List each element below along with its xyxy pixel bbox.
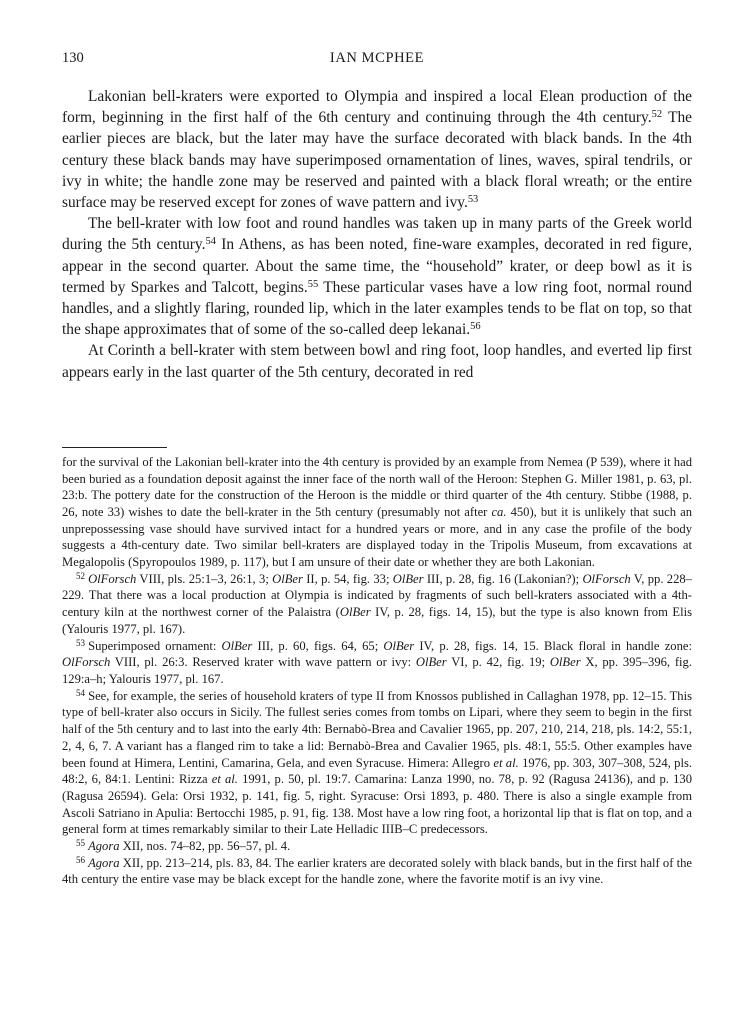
running-header <box>62 50 692 72</box>
main-text <box>62 86 692 383</box>
paragraph-corinth: At Corinth a bell-krater with stem between bowl and ring foot, loop handles, and everted lip first appears early in the last quarter of the 5th century, decorated in red <box>62 342 692 381</box>
footnote-ref-55[interactable]: 55 <box>307 278 319 290</box>
footnote-55: $^{55}$ Agora XII, nos. 74–82, pp. 56–57, pl. 4. <box>76 837 291 854</box>
footnote-ref-52[interactable]: 52 <box>651 108 663 120</box>
paragraph-low-foot: The bell-krater with low foot and round handles was taken up in many parts of the Greek world during the 5th century.$^{54}$ In Athens, as has been noted, fine-ware examples, decorated in red figure, appear in the second quarter. About the same time, the “household” krater, or deep bowl as it is termed by Sparkes and Talcott, begins.$^{55}$ These particular vases have a low ring foot, normal round handles, and a slightly flaring, rounded lip, which in the later examples tends to be flat on top, so that the shape approximates that of some of the so-called deep lekanai.$^{56}$ <box>62 215 693 339</box>
footnote-ref-54[interactable]: 54 <box>205 236 216 248</box>
running-head-author: IAN MCPHEE <box>329 50 425 66</box>
footnote-52: $^{52}$ OlForsch VIII, pls. 25:1–3, 26:1, 3; OlBer II, p. 54, fig. 33; OlBer III, p. 28, fig. 16 (Lakonian?); OlForsch V, pp. 228–229. That there was a local production at Olympia is indicated by fragments of such bell-kraters associated with a 4th-century kiln at the northwest corner of the Palaistra (OlBer IV, p. 28, figs. 14, 15), but the type is also known from Elis (Yalouris 1977, pl. 167). <box>62 570 692 636</box>
footnote-56: $^{56}$ Agora XII, pp. 213–214, pls. 83, 84. The earlier kraters are decorated solely with black bands, but in the first half of the 4th century the entire vase may be black except for the handle zone, where the favorite motif is an ivy vine. <box>62 854 692 887</box>
footnote-53: $^{53}$ Superimposed ornament: OlBer III, p. 60, figs. 64, 65; OlBer IV, p. 28, figs. 14, 15. Black floral in handle zone: OlForsch VIII, pl. 26:3. Reserved krater with wave pattern or ivy: OlBer VI, p. 42, fig. 19; OlBer X, pp. 395–396, fig. 129:a–h; Yalouris 1977, pl. 167. <box>62 637 692 686</box>
footnote-54: $^{54}$ See, for example, the series of household kraters of type II from Knossos published in Callaghan 1978, pp. 12–15. This type of bell-krater also occurs in Sicily. The fullest series comes from tombs on Lipari, where they seem to begin in the first half of the 5th century and to last into the early 4th: Bernabò-Brea and Cavalier 1965, pp. 207, 210, 214, 218, pls. 14:2, 55:1, 2, 4, 6, 7. A variant has a flanged rim to take a lid: Bernabò-Brea and Cavalier 1965, pls. 48:1, 55:5. Other examples have been found at Himera, Lentini, Camarina, Gela, and even Syracuse. Himera: Allegro et al. 1976, pp. 303, 307–308, 524, pls. 48:2, 6, 84:1. Lentini: Rizza et al. 1991, p. 50, pl. 19:7. Camarina: Lanza 1990, no. 78, p. 92 (Ragusa 24136), and p. 130 (Ragusa 26594). Gela: Orsi 1932, p. 141, fig. 5, right. Syracuse: Orsi 1893, p. 480. There is also a single example from Ascoli Satriano in Apulia: Bertocchi 1985, p. 91, fig. 138. Most have a low ring foot, a horizontal lip that is flat on top, and a general form at times remarkably similar to their Late Helladic IIIB–C predecessors. <box>62 687 692 837</box>
footnote-ref-53[interactable]: 53 <box>467 193 479 205</box>
footnote-ref-56[interactable]: 56 <box>470 321 481 332</box>
footnote-rule <box>62 447 167 448</box>
footnotes <box>62 454 692 888</box>
footnote-continued: for the survival of the Lakonian bell-krater into the 4th century is provided by an example from Nemea (P 539), where it had been buried as a foundation deposit against the inner face of the north wall of the Heroon: Stephen G. Miller 1981, p. 63, pl. 23:b. The pottery date for the construction of the Heroon is the middle or third quarter of the 4th century. Stibbe (1988, p. 26, note 33) wishes to date the bell-krater in the 5th century (presumably not after ca. 450), but it is unlikely that such an unprepossessing vase should have survived intact for a hundred years or more, and in any case the profile of the body suggests a 4th-century date. Two similar bell-kraters are displayed today in the Tripolis Museum, from excavations at Megalopolis (Spyropoulos 1989, p. 117), but I am unsure of their date or whether they are both Lakonian. <box>62 454 692 570</box>
page-number: 130 <box>62 50 84 66</box>
paragraph-lakonian: Lakonian bell-kraters were exported to Olympia and inspired a local Elean production of the form, beginning in the first half of the 6th century and continuing through the 4th century.$^{52}$ The earlier pieces are black, but the later may have the surface decorated with black bands. In the 4th century these black bands may have superimposed ornamentation of lines, waves, spiral tendrils, or ivy in white; the handle zone may be reserved and painted with a black floral wreath; or the entire surface may be reserved except for zones of wave pattern and ivy.$^{53}$ <box>62 88 692 212</box>
page <box>62 50 692 888</box>
